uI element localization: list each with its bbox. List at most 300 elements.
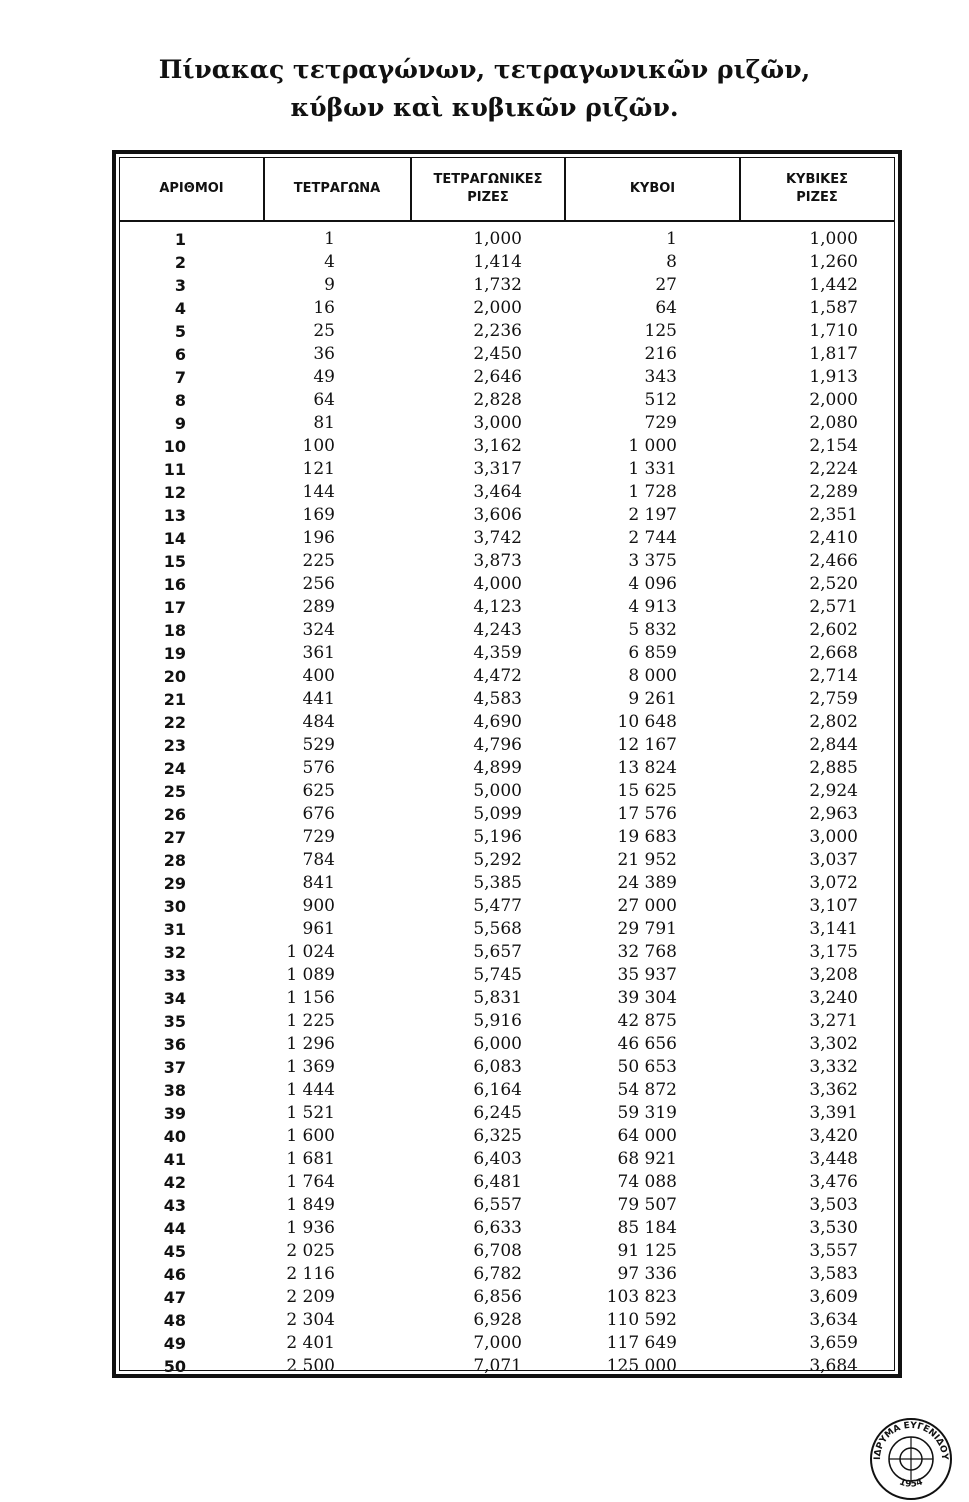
table-row xyxy=(120,849,894,872)
number-cell: 49 xyxy=(163,1334,186,1353)
square-root-cell: 5,657 xyxy=(473,942,522,962)
page-title-line-1: Πίνακας τετραγώνων, τετραγωνικῶν ριζῶν, xyxy=(158,55,811,84)
number-cell: 25 xyxy=(163,782,186,801)
cube-cell: 19 683 xyxy=(617,827,677,847)
table-row xyxy=(120,780,894,803)
cube-cell: 10 648 xyxy=(617,712,677,732)
cube-root-cell: 2,668 xyxy=(809,643,858,663)
square-root-cell: 3,873 xyxy=(473,551,522,571)
cube-root-cell: 3,302 xyxy=(809,1034,858,1054)
square-cell: 100 xyxy=(302,436,335,456)
cube-root-cell: 3,362 xyxy=(809,1080,858,1100)
cube-root-cell: 3,530 xyxy=(809,1218,858,1238)
header-cube-roots-line2: ΡΙΖΕΣ xyxy=(796,190,838,205)
square-root-cell: 6,708 xyxy=(473,1241,522,1261)
cube-cell: 91 125 xyxy=(617,1241,677,1261)
cube-root-cell: 3,476 xyxy=(809,1172,858,1192)
number-cell: 34 xyxy=(163,989,186,1008)
cube-cell: 6 859 xyxy=(628,643,677,663)
square-root-cell: 1,732 xyxy=(473,275,522,295)
cube-root-cell: 2,154 xyxy=(809,436,858,456)
cube-cell: 85 184 xyxy=(617,1218,677,1238)
number-cell: 41 xyxy=(163,1150,186,1169)
square-root-cell: 6,000 xyxy=(473,1034,522,1054)
cube-cell: 125 xyxy=(644,321,677,341)
square-root-cell: 3,606 xyxy=(473,505,522,525)
cube-root-cell: 3,583 xyxy=(809,1264,858,1284)
table-row xyxy=(120,1194,894,1217)
cube-root-cell: 2,759 xyxy=(809,689,858,709)
cube-root-cell: 2,714 xyxy=(809,666,858,686)
table-row xyxy=(120,826,894,849)
square-root-cell: 3,000 xyxy=(473,413,522,433)
number-cell: 29 xyxy=(163,874,186,893)
table-row xyxy=(120,366,894,389)
cube-root-cell: 2,885 xyxy=(809,758,858,778)
cube-cell: 103 823 xyxy=(606,1287,677,1307)
cube-cell: 32 768 xyxy=(617,942,677,962)
cube-root-cell: 2,924 xyxy=(809,781,858,801)
table-row xyxy=(120,527,894,550)
cube-root-cell: 2,844 xyxy=(809,735,858,755)
cube-root-cell: 3,659 xyxy=(809,1333,858,1353)
table-row xyxy=(120,251,894,274)
svg-text:1954: 1954 xyxy=(897,1477,925,1490)
cube-root-cell: 3,448 xyxy=(809,1149,858,1169)
square-cell: 2 304 xyxy=(286,1310,335,1330)
square-cell: 1 369 xyxy=(286,1057,335,1077)
square-root-cell: 4,359 xyxy=(473,643,522,663)
number-cell: 30 xyxy=(163,897,186,916)
square-cell: 1 225 xyxy=(286,1011,335,1031)
square-root-cell: 5,477 xyxy=(473,896,522,916)
square-root-cell: 4,472 xyxy=(473,666,522,686)
square-cell: 289 xyxy=(302,597,335,617)
cube-root-cell: 3,684 xyxy=(809,1356,858,1376)
cube-root-cell: 2,224 xyxy=(809,459,858,479)
table-row xyxy=(120,688,894,711)
header-cube-roots-line1: ΚΥΒΙΚΕΣ xyxy=(785,172,849,187)
cube-cell: 68 921 xyxy=(617,1149,677,1169)
cube-cell: 15 625 xyxy=(617,781,677,801)
square-root-cell: 4,243 xyxy=(473,620,522,640)
square-cell: 49 xyxy=(313,367,335,387)
cube-root-cell: 2,602 xyxy=(809,620,858,640)
cube-cell: 729 xyxy=(644,413,677,433)
number-cell: 23 xyxy=(163,736,186,755)
square-cell: 2 500 xyxy=(286,1356,335,1376)
number-cell: 16 xyxy=(163,575,186,594)
table-row xyxy=(120,1148,894,1171)
number-cell: 28 xyxy=(163,851,186,870)
number-cell: 6 xyxy=(174,345,186,364)
cube-root-cell: 3,107 xyxy=(809,896,858,916)
number-cell: 13 xyxy=(163,506,186,525)
number-cell: 9 xyxy=(174,414,186,433)
table-row xyxy=(120,550,894,573)
table-row xyxy=(120,274,894,297)
cube-cell: 5 832 xyxy=(628,620,677,640)
header-square-roots-line2: ΡΙΖΕΣ xyxy=(467,190,509,205)
square-root-cell: 6,245 xyxy=(473,1103,522,1123)
cube-cell: 35 937 xyxy=(617,965,677,985)
number-cell: 15 xyxy=(163,552,186,571)
number-cell: 42 xyxy=(163,1173,186,1192)
number-cell: 5 xyxy=(174,322,186,341)
square-cell: 324 xyxy=(302,620,335,640)
number-cell: 24 xyxy=(163,759,186,778)
number-cell: 26 xyxy=(163,805,186,824)
svg-text:ΙΔΡΥΜΑ ΕΥΓΕΝΙΔΟΥ: ΙΔΡΥΜΑ ΕΥΓΕΝΙΔΟΥ xyxy=(872,1420,950,1461)
number-cell: 14 xyxy=(163,529,186,548)
number-cell: 3 xyxy=(174,276,186,295)
square-root-cell: 4,123 xyxy=(473,597,522,617)
number-cell: 31 xyxy=(163,920,186,939)
square-cell: 784 xyxy=(302,850,335,870)
number-cell: 48 xyxy=(163,1311,186,1330)
table-row xyxy=(120,803,894,826)
table-row xyxy=(120,1125,894,1148)
square-cell: 1 936 xyxy=(286,1218,335,1238)
square-cell: 361 xyxy=(302,643,335,663)
cube-cell: 29 791 xyxy=(617,919,677,939)
square-cell: 36 xyxy=(313,344,335,364)
cube-root-cell: 1,260 xyxy=(809,252,858,272)
square-cell: 1 444 xyxy=(286,1080,335,1100)
cube-root-cell: 2,410 xyxy=(809,528,858,548)
square-root-cell: 6,633 xyxy=(473,1218,522,1238)
page-title-line-2: κύβων καὶ κυβικῶν ριζῶν. xyxy=(290,93,679,122)
cube-root-cell: 1,913 xyxy=(809,367,858,387)
number-cell: 50 xyxy=(163,1357,186,1376)
square-cell: 900 xyxy=(302,896,335,916)
cube-cell: 27 000 xyxy=(617,896,677,916)
square-cell: 256 xyxy=(302,574,335,594)
cube-cell: 125 000 xyxy=(606,1356,677,1376)
square-root-cell: 3,742 xyxy=(473,528,522,548)
square-cell: 225 xyxy=(302,551,335,571)
square-root-cell: 5,745 xyxy=(473,965,522,985)
square-cell: 144 xyxy=(302,482,335,502)
table-row xyxy=(120,895,894,918)
foundation-seal xyxy=(868,1416,954,1502)
cube-root-cell: 2,571 xyxy=(809,597,858,617)
table-row xyxy=(120,642,894,665)
square-root-cell: 6,164 xyxy=(473,1080,522,1100)
cube-root-cell: 1,442 xyxy=(809,275,858,295)
cube-root-cell: 3,271 xyxy=(809,1011,858,1031)
number-cell: 12 xyxy=(163,483,186,502)
header-cubes xyxy=(566,158,739,220)
number-cell: 44 xyxy=(163,1219,186,1238)
table-body xyxy=(120,228,894,1378)
table-row xyxy=(120,987,894,1010)
number-cell: 20 xyxy=(163,667,186,686)
table-row xyxy=(120,1355,894,1378)
number-cell: 39 xyxy=(163,1104,186,1123)
square-cell: 1 156 xyxy=(286,988,335,1008)
cube-cell: 4 913 xyxy=(628,597,677,617)
number-cell: 19 xyxy=(163,644,186,663)
number-cell: 36 xyxy=(163,1035,186,1054)
table-row xyxy=(120,573,894,596)
cube-cell: 64 000 xyxy=(617,1126,677,1146)
cube-cell: 1 331 xyxy=(628,459,677,479)
number-cell: 32 xyxy=(163,943,186,962)
number-cell: 38 xyxy=(163,1081,186,1100)
table-row xyxy=(120,458,894,481)
square-cell: 1 024 xyxy=(286,942,335,962)
square-cell: 2 025 xyxy=(286,1241,335,1261)
table-row xyxy=(120,619,894,642)
number-cell: 1 xyxy=(174,230,186,249)
square-root-cell: 6,782 xyxy=(473,1264,522,1284)
square-root-cell: 6,557 xyxy=(473,1195,522,1215)
square-cell: 1 764 xyxy=(286,1172,335,1192)
number-cell: 11 xyxy=(163,460,186,479)
cube-root-cell: 3,000 xyxy=(809,827,858,847)
table-row xyxy=(120,665,894,688)
number-cell: 45 xyxy=(163,1242,186,1261)
table-row xyxy=(120,481,894,504)
square-root-cell: 2,450 xyxy=(473,344,522,364)
square-cell: 64 xyxy=(313,390,335,410)
number-cell: 18 xyxy=(163,621,186,640)
table-row xyxy=(120,1263,894,1286)
square-root-cell: 3,317 xyxy=(473,459,522,479)
square-root-cell: 4,796 xyxy=(473,735,522,755)
square-root-cell: 6,083 xyxy=(473,1057,522,1077)
header-cube-roots xyxy=(741,158,893,220)
cube-root-cell: 3,141 xyxy=(809,919,858,939)
number-cell: 4 xyxy=(174,299,186,318)
square-cell: 1 600 xyxy=(286,1126,335,1146)
square-cell: 9 xyxy=(324,275,335,295)
square-cell: 676 xyxy=(302,804,335,824)
table-row xyxy=(120,228,894,251)
square-root-cell: 2,646 xyxy=(473,367,522,387)
square-cell: 576 xyxy=(302,758,335,778)
table-row xyxy=(120,389,894,412)
number-cell: 35 xyxy=(163,1012,186,1031)
square-root-cell: 5,568 xyxy=(473,919,522,939)
number-cell: 27 xyxy=(163,828,186,847)
number-cell: 17 xyxy=(163,598,186,617)
cube-cell: 216 xyxy=(644,344,677,364)
square-cell: 441 xyxy=(302,689,335,709)
square-root-cell: 2,000 xyxy=(473,298,522,318)
header-square-roots xyxy=(412,158,564,220)
cube-cell: 64 xyxy=(655,298,677,318)
header-numbers-label: ΑΡΙΘΜΟΙ xyxy=(159,181,224,196)
number-cell: 46 xyxy=(163,1265,186,1284)
square-cell: 2 209 xyxy=(286,1287,335,1307)
cube-root-cell: 1,817 xyxy=(809,344,858,364)
square-root-cell: 1,000 xyxy=(473,229,522,249)
cube-root-cell: 3,240 xyxy=(809,988,858,1008)
number-cell: 33 xyxy=(163,966,186,985)
cube-cell: 8 000 xyxy=(628,666,677,686)
cube-root-cell: 3,634 xyxy=(809,1310,858,1330)
square-root-cell: 1,414 xyxy=(473,252,522,272)
square-root-cell: 2,236 xyxy=(473,321,522,341)
square-root-cell: 5,099 xyxy=(473,804,522,824)
table-row xyxy=(120,1217,894,1240)
square-root-cell: 5,385 xyxy=(473,873,522,893)
cube-root-cell: 2,802 xyxy=(809,712,858,732)
cube-root-cell: 3,609 xyxy=(809,1287,858,1307)
square-cell: 1 xyxy=(324,229,335,249)
square-cell: 121 xyxy=(302,459,335,479)
table-row xyxy=(120,1240,894,1263)
table-row xyxy=(120,412,894,435)
square-cell: 1 089 xyxy=(286,965,335,985)
cube-cell: 59 319 xyxy=(617,1103,677,1123)
cube-root-cell: 3,503 xyxy=(809,1195,858,1215)
cube-cell: 3 375 xyxy=(628,551,677,571)
square-root-cell: 5,292 xyxy=(473,850,522,870)
cube-root-cell: 3,332 xyxy=(809,1057,858,1077)
square-root-cell: 4,583 xyxy=(473,689,522,709)
table-row xyxy=(120,872,894,895)
cube-cell: 512 xyxy=(644,390,677,410)
cube-root-cell: 1,000 xyxy=(809,229,858,249)
table-row xyxy=(120,435,894,458)
table-row xyxy=(120,918,894,941)
square-root-cell: 7,000 xyxy=(473,1333,522,1353)
square-cell: 529 xyxy=(302,735,335,755)
square-root-cell: 6,928 xyxy=(473,1310,522,1330)
square-root-cell: 7,071 xyxy=(473,1356,522,1376)
cube-root-cell: 3,557 xyxy=(809,1241,858,1261)
table-row xyxy=(120,1033,894,1056)
square-root-cell: 5,831 xyxy=(473,988,522,1008)
cube-cell: 42 875 xyxy=(617,1011,677,1031)
square-cell: 484 xyxy=(302,712,335,732)
cube-root-cell: 2,080 xyxy=(809,413,858,433)
cube-root-cell: 2,963 xyxy=(809,804,858,824)
square-cell: 25 xyxy=(313,321,335,341)
cube-root-cell: 3,175 xyxy=(809,942,858,962)
square-cell: 2 401 xyxy=(286,1333,335,1353)
cube-root-cell: 3,420 xyxy=(809,1126,858,1146)
cube-root-cell: 2,000 xyxy=(809,390,858,410)
cube-root-cell: 3,391 xyxy=(809,1103,858,1123)
number-cell: 8 xyxy=(174,391,186,410)
square-root-cell: 5,916 xyxy=(473,1011,522,1031)
square-root-cell: 3,162 xyxy=(473,436,522,456)
header-squares xyxy=(264,158,410,220)
cube-cell: 1 000 xyxy=(628,436,677,456)
cube-root-cell: 3,037 xyxy=(809,850,858,870)
square-root-cell: 3,464 xyxy=(473,482,522,502)
square-cell: 1 296 xyxy=(286,1034,335,1054)
cube-root-cell: 2,351 xyxy=(809,505,858,525)
cube-cell: 39 304 xyxy=(617,988,677,1008)
cube-cell: 1 xyxy=(666,229,677,249)
square-cell: 81 xyxy=(313,413,335,433)
table-row xyxy=(120,504,894,527)
number-cell: 7 xyxy=(174,368,186,387)
square-cell: 625 xyxy=(302,781,335,801)
cube-cell: 27 xyxy=(655,275,677,295)
number-cell: 43 xyxy=(163,1196,186,1215)
cube-root-cell: 1,710 xyxy=(809,321,858,341)
table-row xyxy=(120,1309,894,1332)
number-cell: 2 xyxy=(174,253,186,272)
header-divider xyxy=(120,220,894,222)
cube-root-cell: 1,587 xyxy=(809,298,858,318)
table-row xyxy=(120,1332,894,1355)
square-root-cell: 6,481 xyxy=(473,1172,522,1192)
table-row xyxy=(120,343,894,366)
cube-cell: 343 xyxy=(644,367,677,387)
square-cell: 169 xyxy=(302,505,335,525)
cube-cell: 46 656 xyxy=(617,1034,677,1054)
table-row xyxy=(120,1079,894,1102)
cube-cell: 24 389 xyxy=(617,873,677,893)
square-root-cell: 4,899 xyxy=(473,758,522,778)
cube-cell: 54 872 xyxy=(617,1080,677,1100)
cube-cell: 13 824 xyxy=(617,758,677,778)
cube-cell: 1 728 xyxy=(628,482,677,502)
header-cubes-label: ΚΥΒΟΙ xyxy=(629,181,676,196)
table-row xyxy=(120,1102,894,1125)
table-row xyxy=(120,941,894,964)
cube-cell: 2 744 xyxy=(628,528,677,548)
square-root-cell: 2,828 xyxy=(473,390,522,410)
cube-cell: 4 096 xyxy=(628,574,677,594)
cube-cell: 117 649 xyxy=(606,1333,677,1353)
square-root-cell: 4,000 xyxy=(473,574,522,594)
table-row xyxy=(120,1056,894,1079)
square-root-cell: 4,690 xyxy=(473,712,522,732)
table-frame xyxy=(112,150,902,1378)
square-cell: 841 xyxy=(302,873,335,893)
cube-root-cell: 2,520 xyxy=(809,574,858,594)
table xyxy=(119,157,895,1376)
square-cell: 1 849 xyxy=(286,1195,335,1215)
square-cell: 196 xyxy=(302,528,335,548)
cube-cell: 2 197 xyxy=(628,505,677,525)
square-cell: 400 xyxy=(302,666,335,686)
table-row xyxy=(120,297,894,320)
number-cell: 40 xyxy=(163,1127,186,1146)
table-row xyxy=(120,734,894,757)
cube-root-cell: 2,289 xyxy=(809,482,858,502)
square-cell: 1 681 xyxy=(286,1149,335,1169)
cube-cell: 21 952 xyxy=(617,850,677,870)
number-cell: 21 xyxy=(163,690,186,709)
square-cell: 4 xyxy=(324,252,335,272)
number-cell: 10 xyxy=(163,437,186,456)
square-cell: 2 116 xyxy=(286,1264,335,1284)
table-row xyxy=(120,711,894,734)
number-cell: 22 xyxy=(163,713,186,732)
square-cell: 961 xyxy=(302,919,335,939)
table-row xyxy=(120,596,894,619)
number-cell: 47 xyxy=(163,1288,186,1307)
square-root-cell: 5,000 xyxy=(473,781,522,801)
square-cell: 1 521 xyxy=(286,1103,335,1123)
square-root-cell: 5,196 xyxy=(473,827,522,847)
number-cell: 37 xyxy=(163,1058,186,1077)
cube-cell: 110 592 xyxy=(606,1310,677,1330)
header-square-roots-line1: ΤΕΤΡΑΓΩΝΙΚΕΣ xyxy=(433,172,543,187)
header-squares-label: ΤΕΤΡΑΓΩΝΑ xyxy=(293,181,381,196)
square-root-cell: 6,325 xyxy=(473,1126,522,1146)
cube-cell: 8 xyxy=(666,252,677,272)
